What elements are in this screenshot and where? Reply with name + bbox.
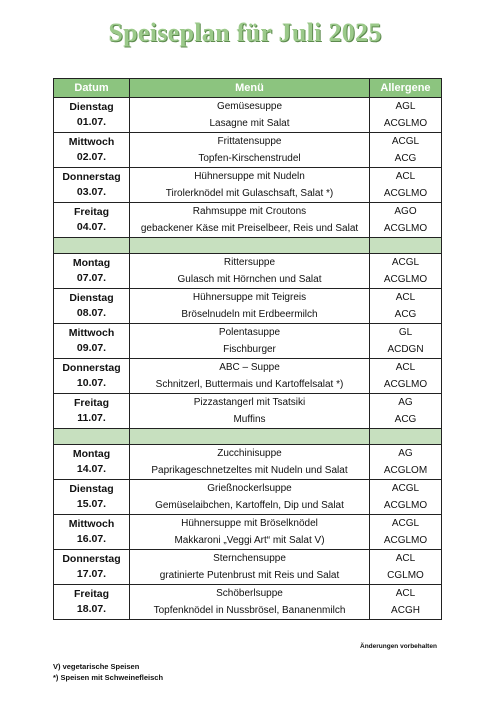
- allergen-code: ACGLMO: [383, 223, 428, 234]
- allergen-cell: [370, 98, 442, 133]
- date-label: 08.07.: [76, 307, 107, 319]
- weekday-label: Freitag: [73, 206, 109, 218]
- allergen-cell: [370, 254, 442, 289]
- weekday-label: Donnerstag: [62, 171, 121, 183]
- menu-cell: [130, 168, 370, 203]
- main-dish-item: gebackener Käse mit Preiselbeer, Reis und Salat: [140, 223, 359, 234]
- table-row: [54, 168, 442, 203]
- allergen-code: AGO: [394, 206, 417, 217]
- soup-item: Rahmsuppe mit Croutons: [192, 206, 307, 217]
- table-row: [54, 324, 442, 359]
- allergen-cell: [370, 289, 442, 324]
- soup-item: Gemüsesuppe: [216, 101, 283, 112]
- date-cell: [54, 254, 130, 289]
- weekday-label: Freitag: [73, 588, 109, 600]
- allergen-cell: [370, 585, 442, 620]
- main-dish-item: Schnitzerl, Buttermais und Kartoffelsalat *): [155, 379, 344, 390]
- date-label: 04.07.: [76, 221, 107, 233]
- table-row: [54, 480, 442, 515]
- weekday-label: Dienstag: [69, 292, 114, 304]
- soup-item: ABC – Suppe: [219, 362, 280, 373]
- allergen-code: ACL: [395, 171, 416, 182]
- date-cell: [54, 98, 130, 133]
- week-separator: [54, 429, 442, 445]
- allergen-cell: [370, 168, 442, 203]
- soup-item: Rittersuppe: [223, 257, 276, 268]
- soup-item: Frittatensuppe: [217, 136, 282, 147]
- soup-item: Hühnersuppe mit Teigreis: [192, 292, 307, 303]
- header-allergens: Allergene: [370, 79, 442, 98]
- allergen-code: ACGLMO: [383, 118, 428, 129]
- allergen-code: ACL: [395, 553, 416, 564]
- date-label: 14.07.: [76, 463, 107, 475]
- soup-item: Zucchinisuppe: [217, 448, 282, 459]
- allergen-code: ACG: [394, 153, 417, 164]
- separator-cell: [130, 238, 370, 254]
- date-label: 16.07.: [76, 533, 107, 545]
- header-date: Datum: [54, 79, 130, 98]
- weekday-label: Mittwoch: [68, 136, 115, 148]
- date-label: 18.07.: [76, 603, 107, 615]
- allergen-cell: [370, 550, 442, 585]
- main-dish-item: gratinierte Putenbrust mit Reis und Salat: [159, 570, 340, 581]
- main-dish-item: Makkaroni „Veggi Art“ mit Salat V): [174, 535, 325, 546]
- table-row: [54, 445, 442, 480]
- weekday-label: Dienstag: [69, 483, 114, 495]
- allergen-code: ACGL: [391, 483, 420, 494]
- allergen-code: ACGL: [391, 136, 420, 147]
- allergen-code: ACL: [395, 588, 416, 599]
- separator-cell: [54, 429, 130, 445]
- main-dish-item: Tirolerknödel mit Gulaschsaft, Salat *): [165, 188, 334, 199]
- date-cell: [54, 203, 130, 238]
- header-menu: Menü: [130, 79, 370, 98]
- main-dish-item: Topfenknödel in Nussbrösel, Bananenmilch: [153, 605, 346, 616]
- table-row: [54, 550, 442, 585]
- allergen-code: AG: [398, 448, 413, 459]
- table-row: [54, 98, 442, 133]
- menu-cell: [130, 203, 370, 238]
- soup-item: Sternchensuppe: [213, 553, 286, 564]
- date-label: 07.07.: [76, 272, 107, 284]
- main-dish-item: Muffins: [233, 414, 266, 425]
- legend: [53, 661, 163, 683]
- allergen-code: ACGLMO: [383, 535, 428, 546]
- menu-cell: [130, 550, 370, 585]
- main-dish-item: Fischburger: [223, 344, 276, 355]
- separator-cell: [370, 238, 442, 254]
- table-row: [54, 289, 442, 324]
- menu-cell: [130, 254, 370, 289]
- soup-item: Hühnersuppe mit Bröselknödel: [181, 518, 318, 529]
- allergen-cell: [370, 324, 442, 359]
- allergen-cell: [370, 480, 442, 515]
- allergen-code: ACL: [395, 362, 416, 373]
- table-row: [54, 359, 442, 394]
- menu-cell: [130, 585, 370, 620]
- allergen-cell: [370, 445, 442, 480]
- date-label: 15.07.: [76, 498, 107, 510]
- weekday-label: Donnerstag: [62, 553, 121, 565]
- date-label: 17.07.: [76, 568, 107, 580]
- table-row: [54, 515, 442, 550]
- date-label: 03.07.: [76, 186, 107, 198]
- allergen-code: CGLMO: [387, 570, 424, 581]
- main-dish-item: Gemüselaibchen, Kartoffeln, Dip und Salat: [155, 500, 344, 511]
- main-dish-item: Lasagne mit Salat: [209, 118, 290, 129]
- menu-cell: [130, 394, 370, 429]
- date-label: 02.07.: [76, 151, 107, 163]
- weekday-label: Freitag: [73, 397, 109, 409]
- allergen-cell: [370, 359, 442, 394]
- soup-item: Grießnockerlsuppe: [207, 483, 292, 494]
- allergen-code: GL: [398, 327, 413, 338]
- table-body: [54, 98, 442, 620]
- allergen-code: ACL: [395, 292, 416, 303]
- menu-cell: [130, 98, 370, 133]
- allergen-code: AGL: [395, 101, 416, 112]
- weekday-label: Mittwoch: [68, 518, 115, 530]
- weekday-label: Montag: [72, 448, 111, 460]
- date-label: 01.07.: [76, 116, 107, 128]
- date-cell: [54, 289, 130, 324]
- allergen-code: ACGL: [391, 257, 420, 268]
- date-cell: [54, 133, 130, 168]
- weekday-label: Mittwoch: [68, 327, 115, 339]
- soup-item: Pizzastangerl mit Tsatsiki: [193, 397, 306, 408]
- separator-cell: [130, 429, 370, 445]
- table-row: [54, 394, 442, 429]
- date-label: 09.07.: [76, 342, 107, 354]
- page-title: Speiseplan für Juli 2025: [108, 18, 382, 47]
- separator-cell: [370, 429, 442, 445]
- soup-item: Hühnersuppe mit Nudeln: [194, 171, 305, 182]
- date-label: 11.07.: [77, 412, 106, 424]
- allergen-cell: [370, 394, 442, 429]
- date-cell: [54, 168, 130, 203]
- table-header-row: [54, 79, 442, 98]
- date-label: 10.07.: [76, 377, 107, 389]
- menu-cell: [130, 480, 370, 515]
- allergen-cell: [370, 133, 442, 168]
- main-dish-item: Topfen-Kirschenstrudel: [198, 153, 301, 164]
- allergen-cell: [370, 515, 442, 550]
- allergen-code: ACGLMO: [383, 500, 428, 511]
- changes-note: Änderungen vorbehalten: [360, 643, 437, 650]
- menu-cell: [130, 445, 370, 480]
- weekday-label: Montag: [72, 257, 111, 269]
- allergen-code: ACGLOM: [383, 465, 428, 476]
- date-cell: [54, 515, 130, 550]
- date-cell: [54, 394, 130, 429]
- allergen-code: ACDGN: [387, 344, 424, 355]
- date-cell: [54, 585, 130, 620]
- legend-vegetarian: V) vegetarische Speisen: [53, 662, 140, 671]
- soup-item: Polentasuppe: [218, 327, 281, 338]
- separator-cell: [54, 238, 130, 254]
- menu-cell: [130, 324, 370, 359]
- allergen-code: ACGLMO: [383, 274, 428, 285]
- table-row: [54, 203, 442, 238]
- allergen-code: ACGL: [391, 518, 420, 529]
- allergen-cell: [370, 203, 442, 238]
- date-cell: [54, 480, 130, 515]
- date-cell: [54, 359, 130, 394]
- soup-item: Schöberlsuppe: [216, 588, 283, 599]
- allergen-code: AG: [398, 397, 413, 408]
- date-cell: [54, 550, 130, 585]
- menu-cell: [130, 515, 370, 550]
- legend-pork: *) Speisen mit Schweinefleisch: [53, 673, 164, 682]
- date-cell: [54, 324, 130, 359]
- allergen-code: ACG: [394, 309, 417, 320]
- main-dish-item: Paprikageschnetzeltes mit Nudeln und Salat: [151, 465, 348, 476]
- menu-table: [53, 78, 442, 620]
- weekday-label: Donnerstag: [62, 362, 121, 374]
- allergen-code: ACGLMO: [383, 188, 428, 199]
- menu-cell: [130, 133, 370, 168]
- table-row: [54, 254, 442, 289]
- allergen-code: ACGLMO: [383, 379, 428, 390]
- allergen-code: ACGH: [391, 605, 420, 616]
- table-row: [54, 133, 442, 168]
- menu-cell: [130, 359, 370, 394]
- allergen-code: ACG: [394, 414, 417, 425]
- main-dish-item: Bröselnudeln mit Erdbeermilch: [181, 309, 318, 320]
- menu-cell: [130, 289, 370, 324]
- week-separator: [54, 238, 442, 254]
- weekday-label: Dienstag: [69, 101, 114, 113]
- table-row: [54, 585, 442, 620]
- main-dish-item: Gulasch mit Hörnchen und Salat: [177, 274, 322, 285]
- date-cell: [54, 445, 130, 480]
